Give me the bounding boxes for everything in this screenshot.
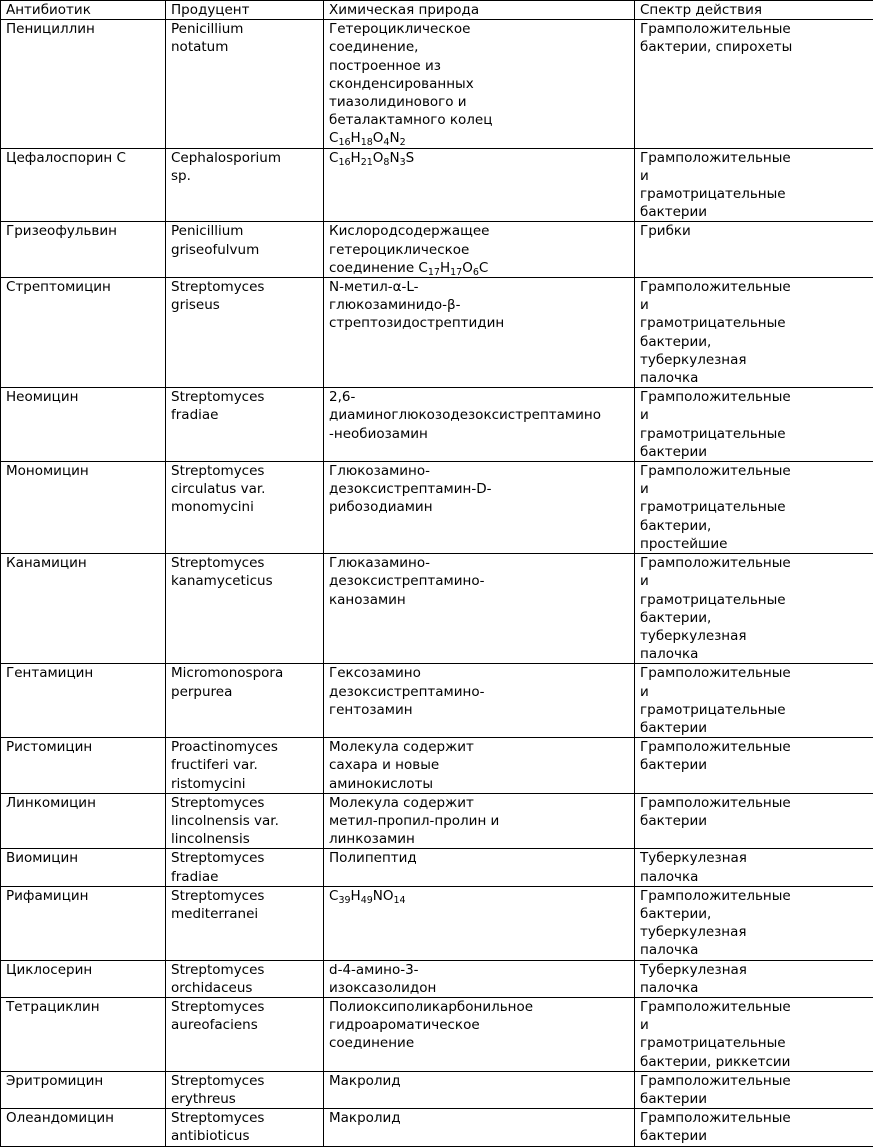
table-row (1, 886, 873, 960)
table-row (1, 462, 873, 554)
table-row (1, 148, 873, 222)
cell-chemistry: Макролид (324, 1109, 635, 1146)
cell-spectrum: Грамположительные бактерии (635, 738, 873, 794)
table-row (1, 738, 873, 794)
table-row (1, 997, 873, 1071)
header-spectrum: Спектр действия (635, 1, 873, 20)
cell-chemistry: $C_{16}H_{21}O_8N_3S$ (324, 148, 635, 222)
cell-antibiotic: Эритромицин (1, 1071, 166, 1108)
cell-chemistry: Полипептид (324, 849, 635, 886)
table-row (1, 554, 873, 664)
cell-antibiotic: Линкомицин (1, 793, 166, 849)
header-producer: Продуцент (166, 1, 324, 20)
cell-antibiotic: Стрептомицин (1, 278, 166, 388)
cell-chemistry: $C_{39}H_{49}NO_{14}$ (324, 886, 635, 960)
cell-antibiotic: Неомицин (1, 388, 166, 462)
cell-antibiotic: Цефалоспорин C (1, 148, 166, 222)
cell-chemistry: N-метил-α-L- глюкозаминидо-β- стрептозидострептидин (324, 278, 635, 388)
cell-antibiotic: Канамицин (1, 554, 166, 664)
cell-spectrum: Грамположительные бактерии, туберкулезная палочка (635, 886, 873, 960)
cell-spectrum: Грамположительные и грамотрицательные бактерии, туберкулезная палочка (635, 554, 873, 664)
cell-chemistry: Гексозамино дезоксистрептамино- гентозамин (324, 664, 635, 738)
cell-chemistry: 2,6- диаминоглюкозодезоксистрептамино -необиозамин (324, 388, 635, 462)
cell-antibiotic: Циклосерин (1, 960, 166, 997)
table-row (1, 793, 873, 849)
cell-chemistry: Гетероциклическое соединение, построенное из сконденсированных тиазолидинового и беталактамного колец $C_{16}H_{18}O_4N_2$ (324, 20, 635, 148)
cell-chemistry: Молекула содержит метил-пропил-пролин и линкозамин (324, 793, 635, 849)
header-row (1, 1, 873, 20)
cell-producer: Micromonospora perpurea (166, 664, 324, 738)
table-row (1, 1071, 873, 1108)
cell-producer: Penicillium notatum (166, 20, 324, 148)
table-body (1, 20, 873, 1146)
cell-producer: Streptomyces circulatus var. monomycini (166, 462, 324, 554)
cell-antibiotic: Тетрациклин (1, 997, 166, 1071)
cell-antibiotic: Рифамицин (1, 886, 166, 960)
cell-producer: Cephalosporium sp. (166, 148, 324, 222)
cell-spectrum: Грамположительные бактерии (635, 1109, 873, 1146)
cell-producer: Streptomyces lincolnensis var. lincolnensis (166, 793, 324, 849)
cell-producer: Streptomyces fradiae (166, 849, 324, 886)
cell-spectrum: Грамположительные и грамотрицательные бактерии, туберкулезная палочка (635, 278, 873, 388)
cell-chemistry: Макролид (324, 1071, 635, 1108)
cell-antibiotic: Виомицин (1, 849, 166, 886)
cell-producer: Streptomyces aureofaciens (166, 997, 324, 1071)
cell-spectrum: Грамположительные бактерии (635, 1071, 873, 1108)
cell-producer: Streptomyces antibioticus (166, 1109, 324, 1146)
table-row (1, 960, 873, 997)
cell-chemistry: Глюказамино- дезоксистрептамино- канозамин (324, 554, 635, 664)
table-row (1, 222, 873, 278)
cell-producer: Proactinomyces fructiferi var. ristomycini (166, 738, 324, 794)
cell-chemistry: Кислородсодержащее гетероциклическое соединение $C_{17}H_{17}O_6C$ (324, 222, 635, 278)
cell-spectrum: Грамположительные и грамотрицательные бактерии, простейшие (635, 462, 873, 554)
cell-spectrum: Грамположительные бактерии, спирохеты (635, 20, 873, 148)
table-row (1, 849, 873, 886)
cell-spectrum: Грамположительные и грамотрицательные бактерии (635, 148, 873, 222)
table-row (1, 278, 873, 388)
cell-spectrum: Грамположительные и грамотрицательные бактерии (635, 664, 873, 738)
cell-spectrum: Грибки (635, 222, 873, 278)
cell-antibiotic: Пенициллин (1, 20, 166, 148)
cell-spectrum: Туберкулезная палочка (635, 960, 873, 997)
cell-spectrum: Грамположительные и грамотрицательные бактерии, риккетсии (635, 997, 873, 1071)
cell-antibiotic: Ристомицин (1, 738, 166, 794)
cell-chemistry: Полиоксиполикарбонильное гидроароматическое соединение (324, 997, 635, 1071)
cell-spectrum: Туберкулезная палочка (635, 849, 873, 886)
table-row (1, 388, 873, 462)
cell-producer: Streptomyces kanamyceticus (166, 554, 324, 664)
cell-chemistry: Глюкозамино- дезоксистрептамин-D- рибозодиамин (324, 462, 635, 554)
cell-antibiotic: Гентамицин (1, 664, 166, 738)
cell-producer: Streptomyces orchidaceus (166, 960, 324, 997)
cell-producer: Streptomyces erythreus (166, 1071, 324, 1108)
table-row (1, 1109, 873, 1146)
cell-spectrum: Грамположительные и грамотрицательные бактерии (635, 388, 873, 462)
cell-chemistry: Молекула содержит сахара и новые аминокислоты (324, 738, 635, 794)
cell-antibiotic: Олеандомицин (1, 1109, 166, 1146)
cell-spectrum: Грамположительные бактерии (635, 793, 873, 849)
header-chemistry: Химическая природа (324, 1, 635, 20)
header-antibiotic: Антибиотик (1, 1, 166, 20)
cell-producer: Penicillium griseofulvum (166, 222, 324, 278)
cell-producer: Streptomyces mediterranei (166, 886, 324, 960)
cell-antibiotic: Мономицин (1, 462, 166, 554)
cell-producer: Streptomyces fradiae (166, 388, 324, 462)
cell-producer: Streptomyces griseus (166, 278, 324, 388)
cell-chemistry: d-4-амино-3- изоксазолидон (324, 960, 635, 997)
table-row (1, 664, 873, 738)
cell-antibiotic: Гризеофульвин (1, 222, 166, 278)
table-row (1, 20, 873, 148)
